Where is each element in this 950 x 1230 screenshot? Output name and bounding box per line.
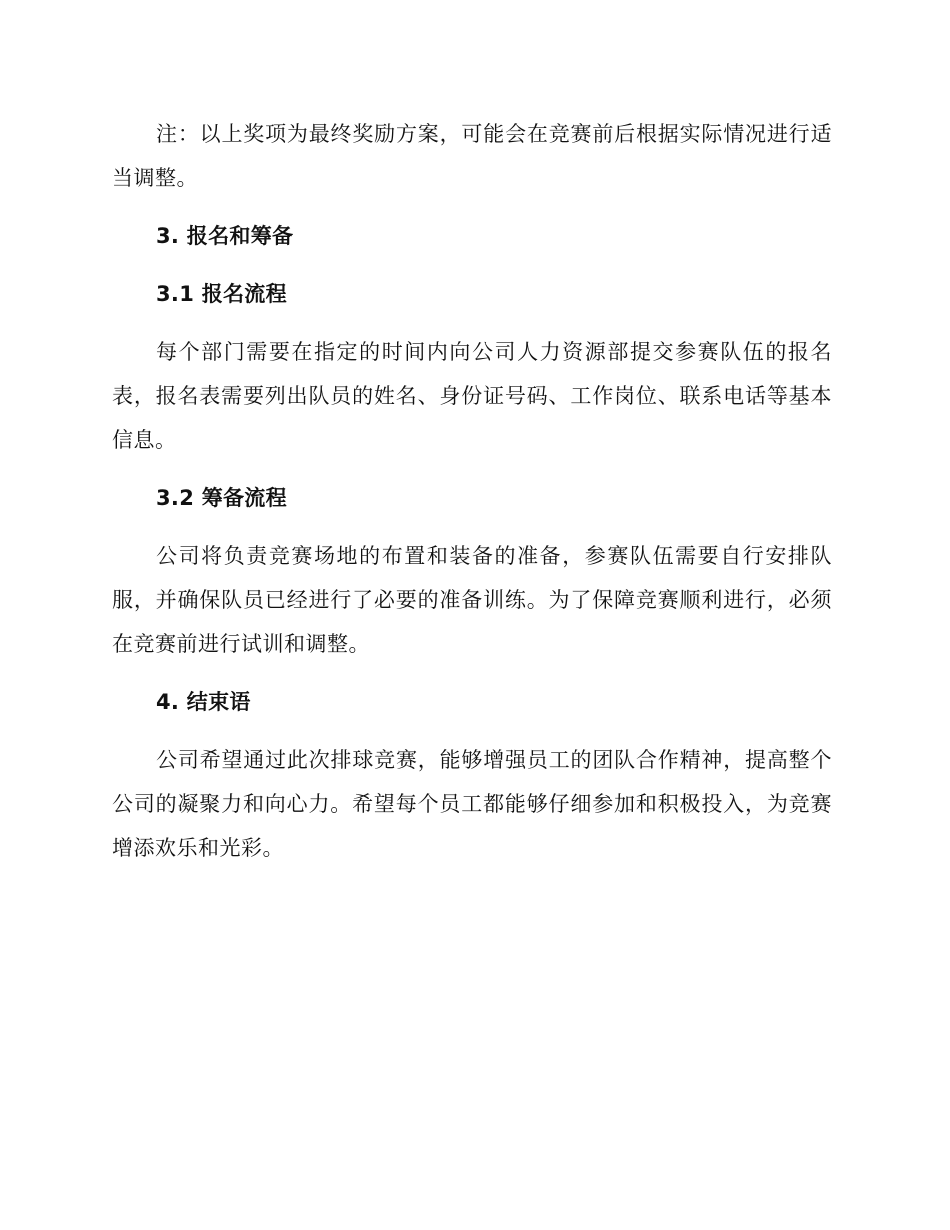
section-3-1-paragraph: 每个部门需要在指定的时间内向公司人力资源部提交参赛队伍的报名表，报名表需要列出队员的姓名、身份证号码、工作岗位、联系电话等基本信息。 bbox=[112, 340, 832, 452]
section-3-2-paragraph: 公司将负责竞赛场地的布置和装备的准备，参赛队伍需要自行安排队服，并确保队员已经进行了必要的准备训练。为了保障竞赛顺利进行，必须在竞赛前进行试训和调整。 bbox=[112, 544, 832, 656]
document-body bbox=[112, 112, 832, 884]
section-4-heading: 4. 结束语 bbox=[156, 690, 251, 714]
section-4-paragraph: 公司希望通过此次排球竞赛，能够增强员工的团队合作精神，提高整个公司的凝聚力和向心力。希望每个员工都能够仔细参加和积极投入，为竞赛增添欢乐和光彩。 bbox=[112, 748, 832, 860]
section-3-2-heading: 3.2 筹备流程 bbox=[156, 486, 287, 510]
note-paragraph: 注：以上奖项为最终奖励方案，可能会在竞赛前后根据实际情况进行适当调整。 bbox=[112, 122, 832, 190]
section-3-1-heading: 3.1 报名流程 bbox=[156, 282, 287, 306]
section-3-heading: 3. 报名和筹备 bbox=[156, 224, 294, 248]
